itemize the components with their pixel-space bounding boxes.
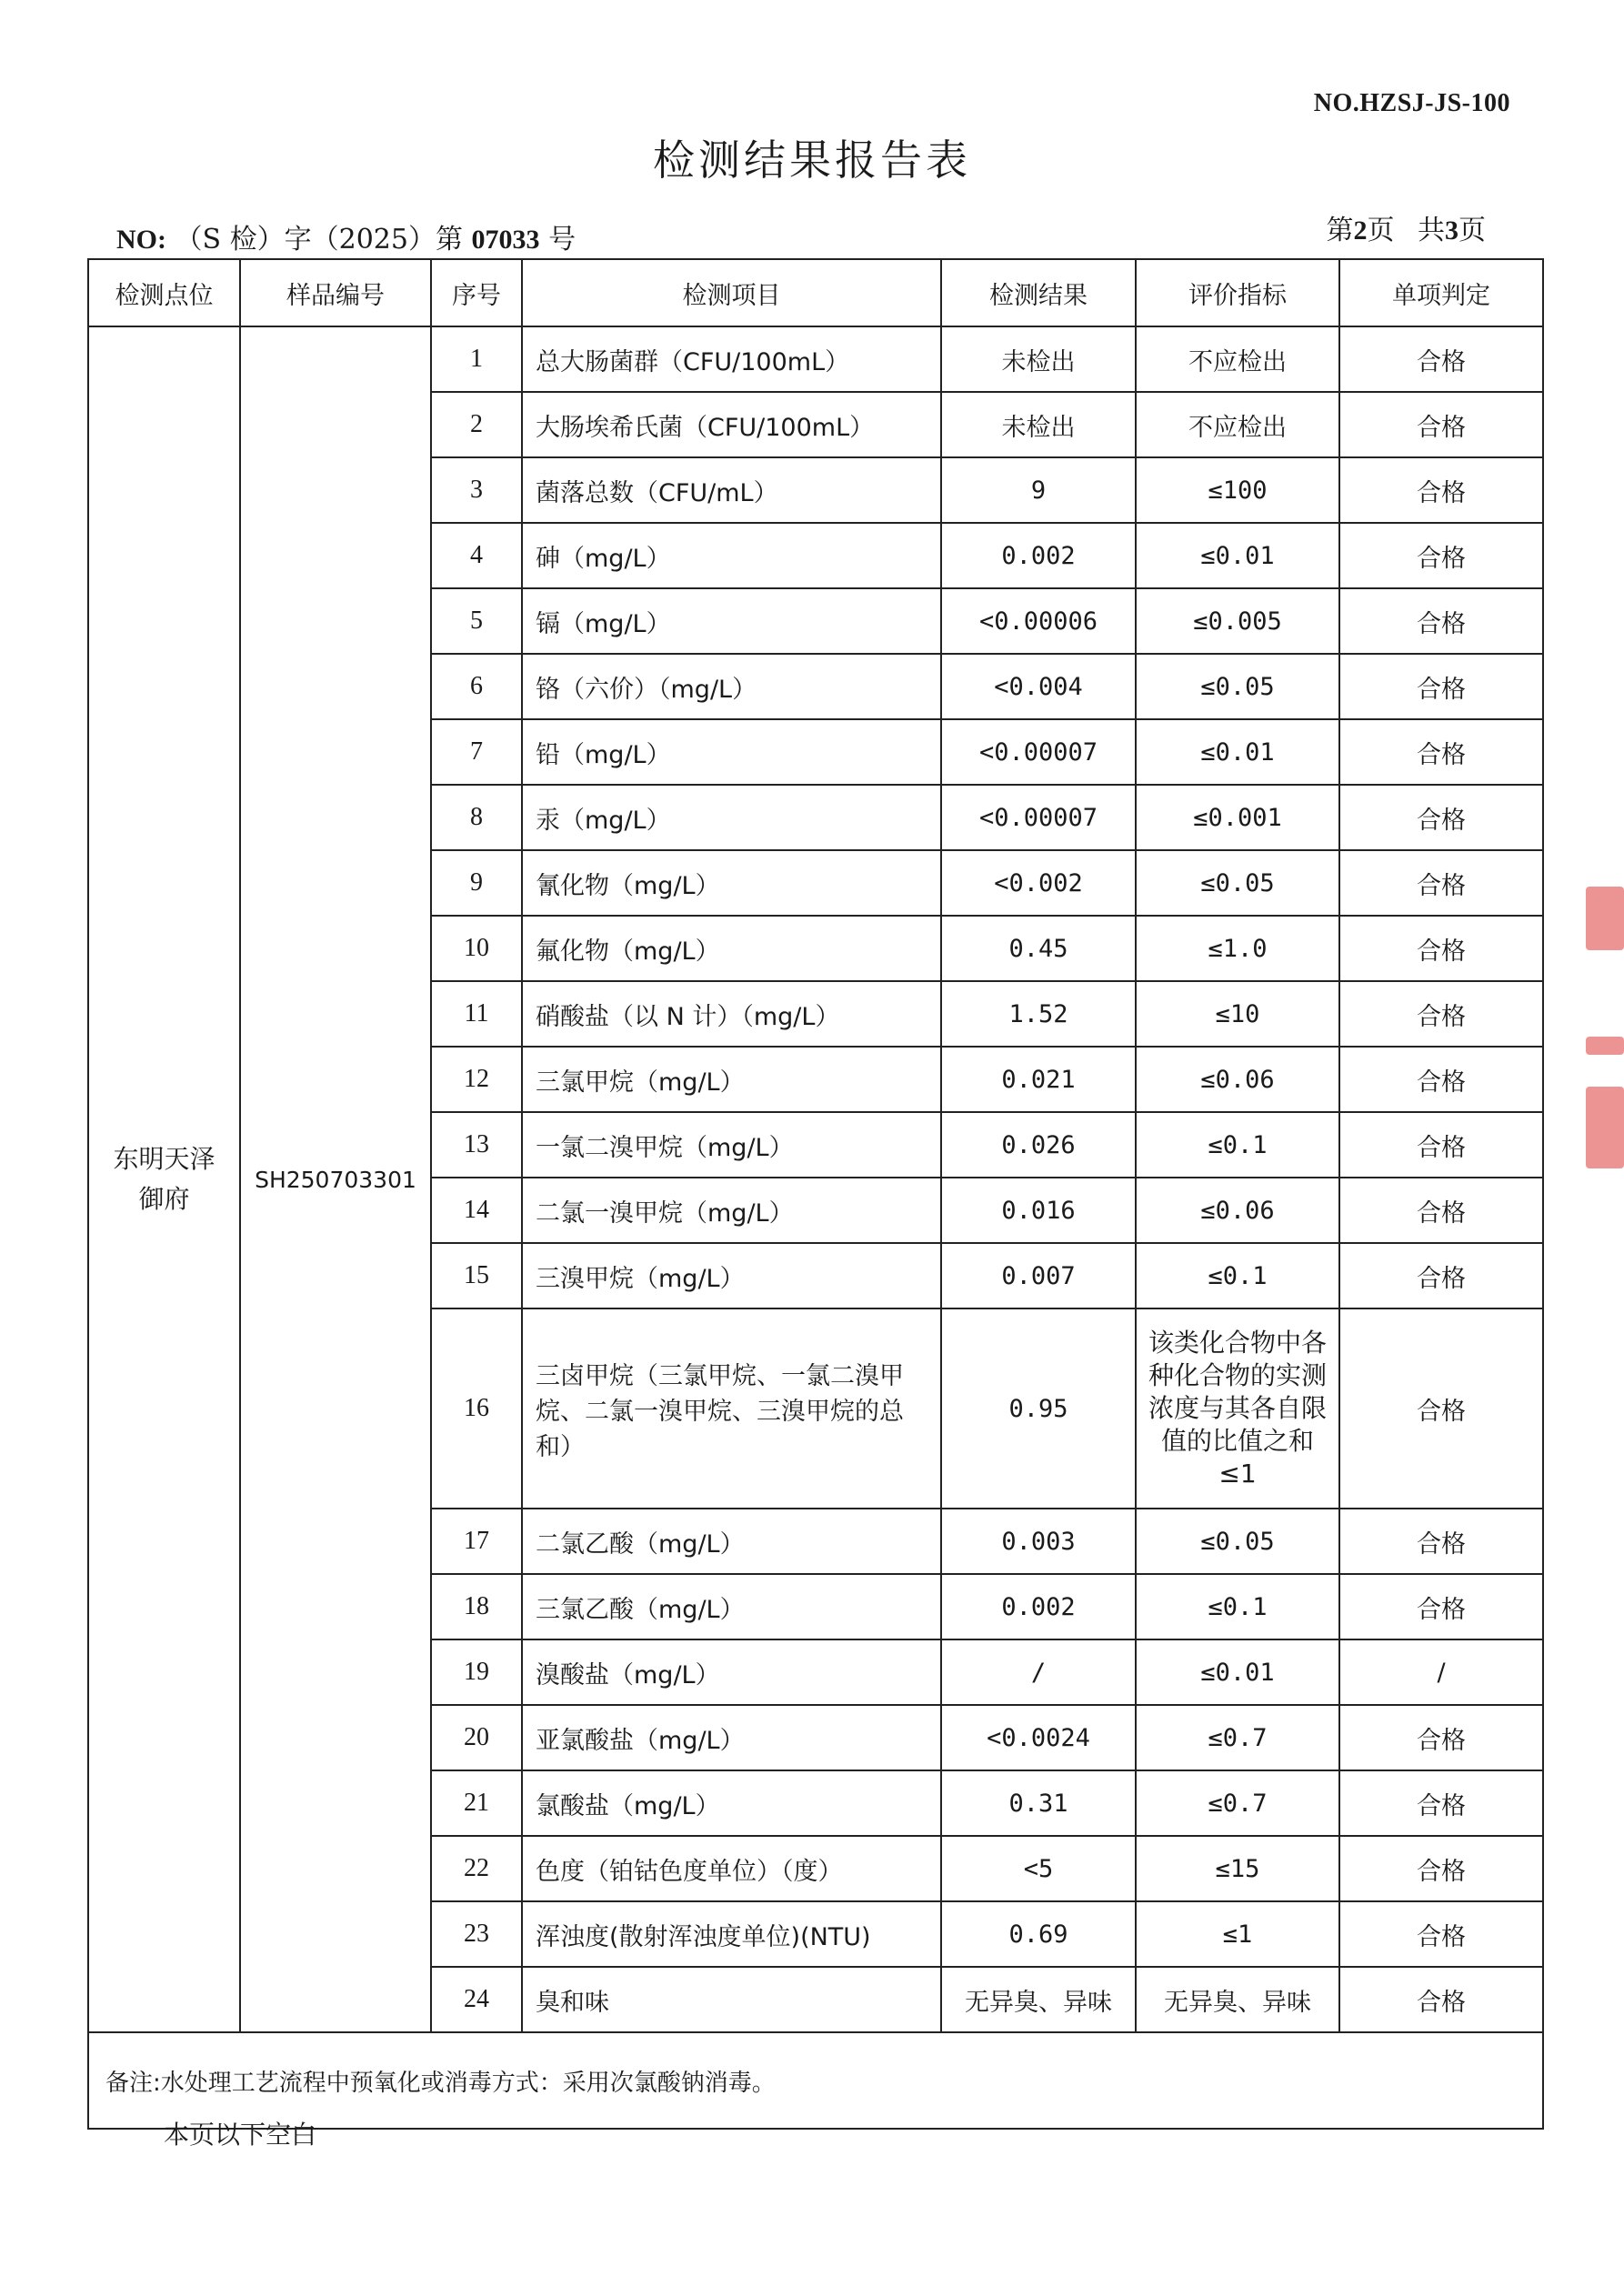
seq-cell: 3 <box>431 457 522 523</box>
table-row <box>88 326 1543 392</box>
header-item: 检测项目 <box>522 259 941 326</box>
seq-cell: 4 <box>431 523 522 588</box>
seq-cell: 17 <box>431 1509 522 1574</box>
verdict-cell: 合格 <box>1339 588 1543 654</box>
page-suffix: 页 <box>1367 215 1395 246</box>
result-cell: 9 <box>941 457 1136 523</box>
item-cell: 硝酸盐（以 N 计）（mg/L） <box>522 981 941 1047</box>
remark-cell: 备注:水处理工艺流程中预氧化或消毒方式：采用次氯酸钠消毒。 <box>88 2032 1543 2129</box>
seq-cell: 23 <box>431 1901 522 1967</box>
table-header-row <box>88 259 1543 326</box>
result-cell: <0.00006 <box>941 588 1136 654</box>
item-cell: 三氯乙酸（mg/L） <box>522 1574 941 1639</box>
result-cell: <5 <box>941 1836 1136 1901</box>
standard-cell: ≤0.06 <box>1136 1178 1339 1243</box>
item-cell: 一氯二溴甲烷（mg/L） <box>522 1112 941 1178</box>
blank-note: 本页以下空白 <box>164 2120 317 2150</box>
standard-cell: ≤0.1 <box>1136 1112 1339 1178</box>
page-title: 检测结果报告表 <box>653 135 971 185</box>
verdict-cell: 合格 <box>1339 1509 1543 1574</box>
standard-cell: ≤0.7 <box>1136 1705 1339 1770</box>
standard-cell: ≤1.0 <box>1136 916 1339 981</box>
verdict-cell: 合格 <box>1339 719 1543 785</box>
standard-cell: ≤0.1 <box>1136 1243 1339 1308</box>
result-cell: 0.026 <box>941 1112 1136 1178</box>
seal-stamp-fragment <box>1586 1037 1624 1055</box>
document-number: NO.HZSJ-JS-100 <box>1313 89 1510 117</box>
standard-cell: ≤0.05 <box>1136 654 1339 719</box>
result-cell: <0.004 <box>941 654 1136 719</box>
page-number: 2 <box>1353 216 1368 246</box>
verdict-cell: 合格 <box>1339 1705 1543 1770</box>
seq-cell: 16 <box>431 1308 522 1509</box>
item-cell: 臭和味 <box>522 1967 941 2032</box>
standard-cell: 无异臭、异味 <box>1136 1967 1339 2032</box>
verdict-cell: 合格 <box>1339 1901 1543 1967</box>
report-number <box>116 216 576 256</box>
verdict-cell: 合格 <box>1339 392 1543 457</box>
seq-cell: 1 <box>431 326 522 392</box>
seq-cell: 5 <box>431 588 522 654</box>
verdict-cell: 合格 <box>1339 326 1543 392</box>
seq-cell: 19 <box>431 1639 522 1705</box>
item-cell: 氰化物（mg/L） <box>522 850 941 916</box>
seq-cell: 21 <box>431 1770 522 1836</box>
seq-cell: 11 <box>431 981 522 1047</box>
item-cell: 三卤甲烷（三氯甲烷、一氯二溴甲烷、二氯一溴甲烷、三溴甲烷的总和） <box>522 1308 941 1509</box>
result-cell: 未检出 <box>941 326 1136 392</box>
result-cell: 0.69 <box>941 1901 1136 1967</box>
standard-cell: ≤0.05 <box>1136 1509 1339 1574</box>
header-standard: 评价指标 <box>1136 259 1339 326</box>
location-cell: 东明天泽御府 <box>88 326 240 2032</box>
header-location: 检测点位 <box>88 259 240 326</box>
header-sample-id: 样品编号 <box>240 259 431 326</box>
item-cell: 亚氯酸盐（mg/L） <box>522 1705 941 1770</box>
header-seq: 序号 <box>431 259 522 326</box>
standard-cell: ≤0.005 <box>1136 588 1339 654</box>
verdict-cell: 合格 <box>1339 457 1543 523</box>
item-cell: 色度（铂钴色度单位）（度） <box>522 1836 941 1901</box>
report-number-value: 07033 <box>471 225 540 255</box>
standard-cell: ≤15 <box>1136 1836 1339 1901</box>
item-cell: 砷（mg/L） <box>522 523 941 588</box>
verdict-cell: 合格 <box>1339 1967 1543 2032</box>
seq-cell: 6 <box>431 654 522 719</box>
standard-cell: 不应检出 <box>1136 392 1339 457</box>
page-prefix: 第 <box>1326 215 1354 246</box>
item-cell: 大肠埃希氏菌（CFU/100mL） <box>522 392 941 457</box>
result-cell: 0.016 <box>941 1178 1136 1243</box>
verdict-cell: 合格 <box>1339 1836 1543 1901</box>
verdict-cell: 合格 <box>1339 1178 1543 1243</box>
verdict-cell: 合格 <box>1339 1047 1543 1112</box>
result-cell: 0.002 <box>941 523 1136 588</box>
item-cell: 三氯甲烷（mg/L） <box>522 1047 941 1112</box>
item-cell: 浑浊度(散射浑浊度单位)(NTU) <box>522 1901 941 1967</box>
standard-cell: 该类化合物中各种化合物的实测浓度与其各自限值的比值之和≤1 <box>1136 1308 1339 1509</box>
item-cell: 镉（mg/L） <box>522 588 941 654</box>
item-cell: 二氯一溴甲烷（mg/L） <box>522 1178 941 1243</box>
standard-cell: ≤0.001 <box>1136 785 1339 850</box>
verdict-cell: 合格 <box>1339 1243 1543 1308</box>
item-cell: 铬（六价）（mg/L） <box>522 654 941 719</box>
result-cell: 未检出 <box>941 392 1136 457</box>
seq-cell: 18 <box>431 1574 522 1639</box>
report-number-suffix: 号 <box>548 224 576 256</box>
item-cell: 氟化物（mg/L） <box>522 916 941 981</box>
seq-cell: 15 <box>431 1243 522 1308</box>
verdict-cell: 合格 <box>1339 523 1543 588</box>
seq-cell: 9 <box>431 850 522 916</box>
verdict-cell: 合格 <box>1339 654 1543 719</box>
result-cell: 0.021 <box>941 1047 1136 1112</box>
seq-cell: 14 <box>431 1178 522 1243</box>
total-suffix: 页 <box>1459 215 1486 246</box>
item-cell: 三溴甲烷（mg/L） <box>522 1243 941 1308</box>
seq-cell: 20 <box>431 1705 522 1770</box>
result-cell: 无异臭、异味 <box>941 1967 1136 2032</box>
seq-cell: 13 <box>431 1112 522 1178</box>
result-cell: 1.52 <box>941 981 1136 1047</box>
seq-cell: 24 <box>431 1967 522 2032</box>
result-cell: <0.00007 <box>941 719 1136 785</box>
result-table <box>87 258 1544 2130</box>
standard-cell: ≤0.06 <box>1136 1047 1339 1112</box>
verdict-cell: 合格 <box>1339 1112 1543 1178</box>
standard-cell: ≤10 <box>1136 981 1339 1047</box>
item-cell: 氯酸盐（mg/L） <box>522 1770 941 1836</box>
standard-cell: ≤0.7 <box>1136 1770 1339 1836</box>
seal-stamp-fragment <box>1586 887 1624 950</box>
header-result: 检测结果 <box>941 259 1136 326</box>
standard-cell: ≤100 <box>1136 457 1339 523</box>
item-cell: 总大肠菌群（CFU/100mL） <box>522 326 941 392</box>
item-cell: 汞（mg/L） <box>522 785 941 850</box>
total-prefix: 共 <box>1418 215 1445 246</box>
verdict-cell: / <box>1339 1639 1543 1705</box>
page-indicator <box>1326 207 1486 247</box>
verdict-cell: 合格 <box>1339 916 1543 981</box>
standard-cell: ≤0.01 <box>1136 1639 1339 1705</box>
verdict-cell: 合格 <box>1339 785 1543 850</box>
item-cell: 铅（mg/L） <box>522 719 941 785</box>
result-cell: <0.002 <box>941 850 1136 916</box>
standard-cell: ≤0.01 <box>1136 523 1339 588</box>
result-cell: 0.31 <box>941 1770 1136 1836</box>
result-cell: 0.45 <box>941 916 1136 981</box>
result-cell: 0.003 <box>941 1509 1136 1574</box>
result-cell: <0.0024 <box>941 1705 1136 1770</box>
seq-cell: 12 <box>431 1047 522 1112</box>
seal-stamp-fragment <box>1586 1087 1624 1168</box>
standard-cell: ≤0.1 <box>1136 1574 1339 1639</box>
seq-cell: 8 <box>431 785 522 850</box>
result-cell: 0.002 <box>941 1574 1136 1639</box>
result-cell: 0.95 <box>941 1308 1136 1509</box>
report-number-prefix: NO: <box>116 225 166 255</box>
result-cell: / <box>941 1639 1136 1705</box>
result-cell: <0.00007 <box>941 785 1136 850</box>
item-cell: 二氯乙酸（mg/L） <box>522 1509 941 1574</box>
header-verdict: 单项判定 <box>1339 259 1543 326</box>
seq-cell: 7 <box>431 719 522 785</box>
seq-cell: 22 <box>431 1836 522 1901</box>
verdict-cell: 合格 <box>1339 850 1543 916</box>
result-cell: 0.007 <box>941 1243 1136 1308</box>
seq-cell: 2 <box>431 392 522 457</box>
item-cell: 溴酸盐（mg/L） <box>522 1639 941 1705</box>
standard-cell: 不应检出 <box>1136 326 1339 392</box>
sample-id-cell: SH250703301 <box>240 326 431 2032</box>
verdict-cell: 合格 <box>1339 1574 1543 1639</box>
verdict-cell: 合格 <box>1339 1770 1543 1836</box>
verdict-cell: 合格 <box>1339 1308 1543 1509</box>
standard-cell: ≤0.05 <box>1136 850 1339 916</box>
total-pages: 3 <box>1445 216 1459 246</box>
verdict-cell: 合格 <box>1339 981 1543 1047</box>
item-cell: 菌落总数（CFU/mL） <box>522 457 941 523</box>
standard-cell: ≤1 <box>1136 1901 1339 1967</box>
report-number-text: （S 检）字（2025）第 <box>175 224 463 256</box>
standard-cell: ≤0.01 <box>1136 719 1339 785</box>
seq-cell: 10 <box>431 916 522 981</box>
